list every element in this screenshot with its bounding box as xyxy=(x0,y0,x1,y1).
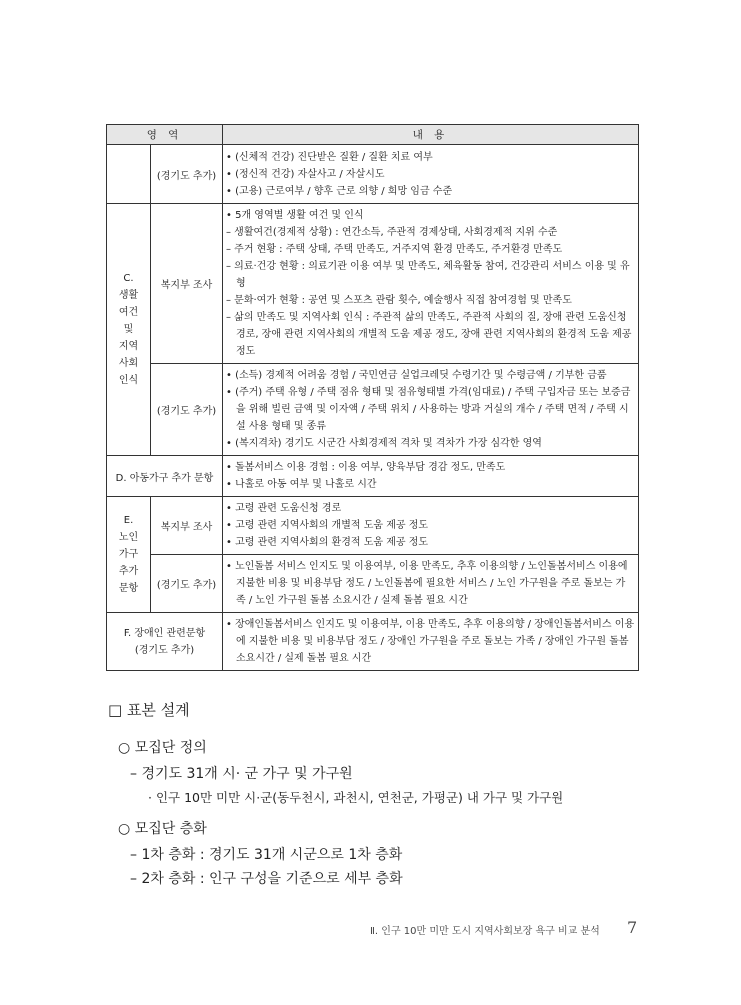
content-line: • (소득) 경제적 어려움 경험 / 국민연금 실업크레딧 수령기간 및 수령금액 / 기부한 금품 xyxy=(226,370,607,381)
content-line: • 고령 관련 도움신청 경로 xyxy=(226,503,342,514)
header-area: 영 역 xyxy=(107,125,223,145)
area-e-line: 노인 xyxy=(118,532,139,543)
area-f-line: F. 장애인 관련문항 xyxy=(123,627,206,639)
content-line: • (주거) 주택 유형 / 주택 점유 형태 및 점유형태별 가격(임대료) / 주택 구입자금 또는 보증금을 위해 빌린 금액 및 이자액 / 주택 위치 / 사용하는 방과 거실의 개수 / 주택 면적 / 주택 시설 사용 형태 및 종류 xyxy=(226,387,631,432)
content-cell xyxy=(223,555,639,613)
area-blank xyxy=(107,145,151,204)
content-line: – 생활여건(경제적 상황) : 연간소득, 주관적 경제상태, 사회경제적 지위 수준 xyxy=(226,227,558,238)
table-row xyxy=(107,613,639,671)
area-f xyxy=(107,613,223,671)
content-line: – 의료·건강 현황 : 의료기관 이용 여부 및 만족도, 체육활동 참여, 건강관리 서비스 이용 및 유형 xyxy=(226,261,630,289)
area-c-line: 생활 xyxy=(118,290,139,301)
page-number: 7 xyxy=(627,918,638,937)
table-row xyxy=(107,204,639,364)
content-cell xyxy=(223,613,639,671)
area-c-line: 및 xyxy=(123,324,134,335)
content-line: – 문화·여가 현황 : 공연 및 스포츠 관람 횟수, 예술행사 직접 참여경험 및 만족도 xyxy=(226,295,572,306)
area-d: D. 아동가구 추가 문항 xyxy=(107,456,223,497)
header-content: 내 용 xyxy=(223,125,639,145)
area-e-line: 문항 xyxy=(118,583,139,594)
sub-area: (경기도 추가) xyxy=(151,145,223,204)
sub-area: (경기도 추가) xyxy=(151,364,223,456)
stratification-first: – 1차 층화 : 경기도 31개 시군으로 1차 층화 xyxy=(130,847,403,863)
sub-area: 복지부 조사 xyxy=(151,497,223,555)
content-line: • 나홀로 아동 여부 및 나홀로 시간 xyxy=(226,479,377,490)
content-line: • 5개 영역별 생활 여건 및 인식 xyxy=(226,210,364,221)
table-row xyxy=(107,497,639,555)
area-c-line: 지역 xyxy=(118,341,139,352)
content-cell xyxy=(223,145,639,204)
table-row xyxy=(107,456,639,497)
area-c-line: C. xyxy=(123,273,134,284)
content-line: • 장애인돌봄서비스 인지도 및 이용여부, 이용 만족도, 추후 이용의향 / 장애인돌봄서비스 이용에 지불한 비용 및 비용부담 정도 / 장애인 가구원을 주로 돌보는 가족 / 장애인 가구원 돌봄 소요시간 / 실제 돌봄 필요 시간 xyxy=(226,619,635,664)
content-line: • 고령 관련 지역사회의 환경적 도움 제공 정도 xyxy=(226,537,429,548)
sub-area: 복지부 조사 xyxy=(151,204,223,364)
area-f-line: (경기도 추가) xyxy=(134,644,195,656)
content-line: • 돌봄서비스 이용 경험 : 이용 여부, 양육부담 경감 정도, 만족도 xyxy=(226,462,506,473)
area-e-line: 추가 xyxy=(118,566,139,577)
area-e xyxy=(107,497,151,613)
table-row xyxy=(107,364,639,456)
area-c xyxy=(107,204,151,456)
content-line: – 주거 현황 : 주택 상태, 주택 만족도, 거주지역 환경 만족도, 주거환경 만족도 xyxy=(226,244,563,255)
table-row xyxy=(107,145,639,204)
section-heading: □ 표본 설계 xyxy=(108,701,190,719)
subheading-population: ○ 모집단 정의 xyxy=(118,740,207,756)
subheading-stratification: ○ 모집단 층화 xyxy=(118,821,207,837)
content-line: • (신체적 건강) 진단받은 질환 / 질환 치료 여부 xyxy=(226,151,433,163)
content-line: – 삶의 만족도 및 지역사회 인식 : 주관적 삶의 만족도, 주관적 사회의 질, 장애 관련 도움신청 경로, 장애 관련 지역사회의 개별적 도움 제공 정도, 장애 관련 지역사회의 환경적 도움 제공 정도 xyxy=(226,312,632,357)
stratification-second: – 2차 층화 : 인구 구성을 기준으로 세부 층화 xyxy=(130,871,403,887)
content-cell xyxy=(223,204,639,364)
area-c-line: 여건 xyxy=(118,307,139,318)
content-cell xyxy=(223,497,639,555)
content-line: • 고령 관련 지역사회의 개별적 도움 제공 정도 xyxy=(226,520,429,531)
table-header-row xyxy=(107,125,639,145)
content-cell xyxy=(223,456,639,497)
content-line: • (고용) 근로여부 / 향후 근로 의향 / 희망 임금 수준 xyxy=(226,185,453,197)
population-detail: – 경기도 31개 시· 군 가구 및 가구원 xyxy=(130,766,353,782)
content-line: • (정신적 건강) 자살사고 / 자살시도 xyxy=(226,168,385,180)
area-e-line: E. xyxy=(123,515,134,526)
content-line: • 노인돌봄 서비스 인지도 및 이용여부, 이용 만족도, 추후 이용의향 / 노인돌봄서비스 이용에 지불한 비용 및 비용부담 정도 / 노인돌봄에 필요한 서비스 / 노인 가구원을 주로 돌보는 가족 / 노인 가구원 돌봄 소요시간 / 실제 돌봄 필요 시간 xyxy=(226,561,628,606)
area-c-line: 사회 xyxy=(118,358,139,369)
content-line: • (복지격차) 경기도 시군간 사회경제적 격차 및 격차가 가장 심각한 영역 xyxy=(226,438,542,449)
table-row xyxy=(107,555,639,613)
footer-title: Ⅱ. 인구 10만 미만 도시 지역사회보장 욕구 비교 분석 xyxy=(370,926,600,937)
population-subdetail: · 인구 10만 미만 시·군(동두천시, 과천시, 연천군, 가평군) 내 가구 및 가구원 xyxy=(148,790,564,805)
content-cell xyxy=(223,364,639,456)
sub-area: (경기도 추가) xyxy=(151,555,223,613)
area-e-line: 가구 xyxy=(118,549,139,560)
survey-content-table xyxy=(106,124,639,671)
area-c-line: 인식 xyxy=(118,375,139,386)
